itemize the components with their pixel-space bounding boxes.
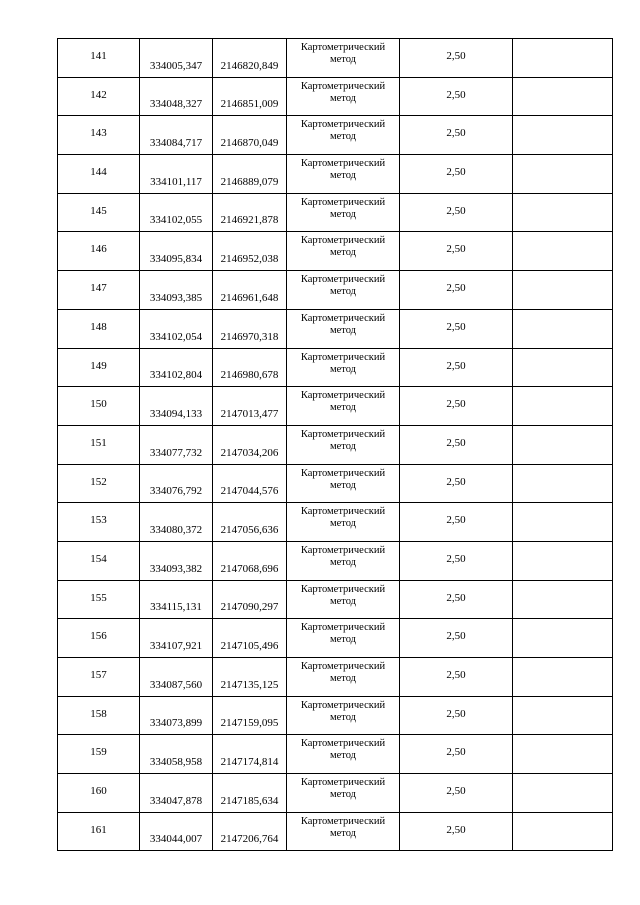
point-number-cell: 145: [58, 193, 140, 232]
y-coordinate-cell: 2147159,095: [213, 696, 287, 735]
x-coordinate-cell: 334080,372: [140, 503, 213, 542]
y-coordinate-cell: 2146851,009: [213, 77, 287, 116]
y-coordinate-cell: 2147034,206: [213, 425, 287, 464]
point-number-cell: 146: [58, 232, 140, 271]
note-cell: [513, 696, 613, 735]
x-coordinate-cell: 334102,055: [140, 193, 213, 232]
accuracy-cell: 2,50: [400, 658, 513, 697]
table-row: [58, 193, 613, 232]
x-coordinate-cell: 334102,804: [140, 348, 213, 387]
y-coordinate-cell: 2147135,125: [213, 658, 287, 697]
point-number-cell: 141: [58, 39, 140, 78]
y-coordinate-cell: 2146980,678: [213, 348, 287, 387]
method-cell: Картометрический метод: [287, 193, 400, 232]
x-coordinate-cell: 334048,327: [140, 77, 213, 116]
y-coordinate-cell: 2147044,576: [213, 464, 287, 503]
table-row: [58, 116, 613, 155]
x-coordinate-cell: 334093,385: [140, 271, 213, 310]
table-row: [58, 77, 613, 116]
point-number-cell: 149: [58, 348, 140, 387]
y-coordinate-cell: 2146921,878: [213, 193, 287, 232]
note-cell: [513, 77, 613, 116]
note-cell: [513, 541, 613, 580]
x-coordinate-cell: 334073,899: [140, 696, 213, 735]
note-cell: [513, 619, 613, 658]
note-cell: [513, 116, 613, 155]
accuracy-cell: 2,50: [400, 696, 513, 735]
table-row: [58, 503, 613, 542]
method-cell: Картометрический метод: [287, 541, 400, 580]
accuracy-cell: 2,50: [400, 116, 513, 155]
x-coordinate-cell: 334087,560: [140, 658, 213, 697]
point-number-cell: 147: [58, 271, 140, 310]
method-cell: Картометрический метод: [287, 696, 400, 735]
y-coordinate-cell: 2147056,636: [213, 503, 287, 542]
accuracy-cell: 2,50: [400, 541, 513, 580]
accuracy-cell: 2,50: [400, 271, 513, 310]
x-coordinate-cell: 334076,792: [140, 464, 213, 503]
point-number-cell: 143: [58, 116, 140, 155]
y-coordinate-cell: 2146961,648: [213, 271, 287, 310]
accuracy-cell: 2,50: [400, 309, 513, 348]
note-cell: [513, 425, 613, 464]
note-cell: [513, 271, 613, 310]
method-cell: Картометрический метод: [287, 464, 400, 503]
method-cell: Картометрический метод: [287, 309, 400, 348]
table-row: [58, 735, 613, 774]
x-coordinate-cell: 334047,878: [140, 774, 213, 813]
table-row: [58, 155, 613, 194]
table-row: [58, 39, 613, 78]
table-row: [58, 425, 613, 464]
table-row: [58, 387, 613, 426]
x-coordinate-cell: 334101,117: [140, 155, 213, 194]
note-cell: [513, 735, 613, 774]
note-cell: [513, 464, 613, 503]
point-number-cell: 153: [58, 503, 140, 542]
point-number-cell: 160: [58, 774, 140, 813]
x-coordinate-cell: 334115,131: [140, 580, 213, 619]
table-row: [58, 696, 613, 735]
point-number-cell: 158: [58, 696, 140, 735]
method-cell: Картометрический метод: [287, 580, 400, 619]
accuracy-cell: 2,50: [400, 155, 513, 194]
note-cell: [513, 309, 613, 348]
accuracy-cell: 2,50: [400, 77, 513, 116]
method-cell: Картометрический метод: [287, 774, 400, 813]
note-cell: [513, 503, 613, 542]
note-cell: [513, 348, 613, 387]
table-row: [58, 271, 613, 310]
y-coordinate-cell: 2146820,849: [213, 39, 287, 78]
y-coordinate-cell: 2147174,814: [213, 735, 287, 774]
y-coordinate-cell: 2146889,079: [213, 155, 287, 194]
x-coordinate-cell: 334084,717: [140, 116, 213, 155]
x-coordinate-cell: 334044,007: [140, 812, 213, 851]
method-cell: Картометрический метод: [287, 619, 400, 658]
method-cell: Картометрический метод: [287, 232, 400, 271]
method-cell: Картометрический метод: [287, 658, 400, 697]
table-row: [58, 309, 613, 348]
x-coordinate-cell: 334094,133: [140, 387, 213, 426]
point-number-cell: 161: [58, 812, 140, 851]
y-coordinate-cell: 2147206,764: [213, 812, 287, 851]
table-row: [58, 348, 613, 387]
accuracy-cell: 2,50: [400, 464, 513, 503]
x-coordinate-cell: 334005,347: [140, 39, 213, 78]
y-coordinate-cell: 2147185,634: [213, 774, 287, 813]
y-coordinate-cell: 2147105,496: [213, 619, 287, 658]
coordinates-table-body: [58, 39, 613, 851]
method-cell: Картометрический метод: [287, 155, 400, 194]
method-cell: Картометрический метод: [287, 271, 400, 310]
point-number-cell: 151: [58, 425, 140, 464]
note-cell: [513, 232, 613, 271]
note-cell: [513, 387, 613, 426]
method-cell: Картометрический метод: [287, 735, 400, 774]
x-coordinate-cell: 334095,834: [140, 232, 213, 271]
method-cell: Картометрический метод: [287, 348, 400, 387]
method-cell: Картометрический метод: [287, 425, 400, 464]
x-coordinate-cell: 334107,921: [140, 619, 213, 658]
method-cell: Картометрический метод: [287, 812, 400, 851]
accuracy-cell: 2,50: [400, 232, 513, 271]
accuracy-cell: 2,50: [400, 774, 513, 813]
point-number-cell: 157: [58, 658, 140, 697]
accuracy-cell: 2,50: [400, 580, 513, 619]
y-coordinate-cell: 2146870,049: [213, 116, 287, 155]
note-cell: [513, 580, 613, 619]
method-cell: Картометрический метод: [287, 503, 400, 542]
point-number-cell: 150: [58, 387, 140, 426]
point-number-cell: 144: [58, 155, 140, 194]
accuracy-cell: 2,50: [400, 619, 513, 658]
accuracy-cell: 2,50: [400, 39, 513, 78]
method-cell: Картометрический метод: [287, 39, 400, 78]
x-coordinate-cell: 334077,732: [140, 425, 213, 464]
table-row: [58, 232, 613, 271]
note-cell: [513, 774, 613, 813]
table-row: [58, 619, 613, 658]
point-number-cell: 154: [58, 541, 140, 580]
method-cell: Картометрический метод: [287, 387, 400, 426]
y-coordinate-cell: 2147068,696: [213, 541, 287, 580]
table-row: [58, 464, 613, 503]
table-row: [58, 774, 613, 813]
note-cell: [513, 658, 613, 697]
y-coordinate-cell: 2147013,477: [213, 387, 287, 426]
x-coordinate-cell: 334102,054: [140, 309, 213, 348]
point-number-cell: 142: [58, 77, 140, 116]
point-number-cell: 159: [58, 735, 140, 774]
note-cell: [513, 193, 613, 232]
method-cell: Картометрический метод: [287, 116, 400, 155]
note-cell: [513, 812, 613, 851]
note-cell: [513, 39, 613, 78]
point-number-cell: 156: [58, 619, 140, 658]
y-coordinate-cell: 2146952,038: [213, 232, 287, 271]
accuracy-cell: 2,50: [400, 348, 513, 387]
accuracy-cell: 2,50: [400, 387, 513, 426]
coordinates-table: [57, 38, 613, 851]
note-cell: [513, 155, 613, 194]
point-number-cell: 152: [58, 464, 140, 503]
x-coordinate-cell: 334058,958: [140, 735, 213, 774]
accuracy-cell: 2,50: [400, 812, 513, 851]
accuracy-cell: 2,50: [400, 503, 513, 542]
table-row: [58, 658, 613, 697]
y-coordinate-cell: 2146970,318: [213, 309, 287, 348]
table-row: [58, 580, 613, 619]
method-cell: Картометрический метод: [287, 77, 400, 116]
y-coordinate-cell: 2147090,297: [213, 580, 287, 619]
point-number-cell: 148: [58, 309, 140, 348]
accuracy-cell: 2,50: [400, 425, 513, 464]
accuracy-cell: 2,50: [400, 193, 513, 232]
table-row: [58, 812, 613, 851]
point-number-cell: 155: [58, 580, 140, 619]
x-coordinate-cell: 334093,382: [140, 541, 213, 580]
accuracy-cell: 2,50: [400, 735, 513, 774]
table-row: [58, 541, 613, 580]
